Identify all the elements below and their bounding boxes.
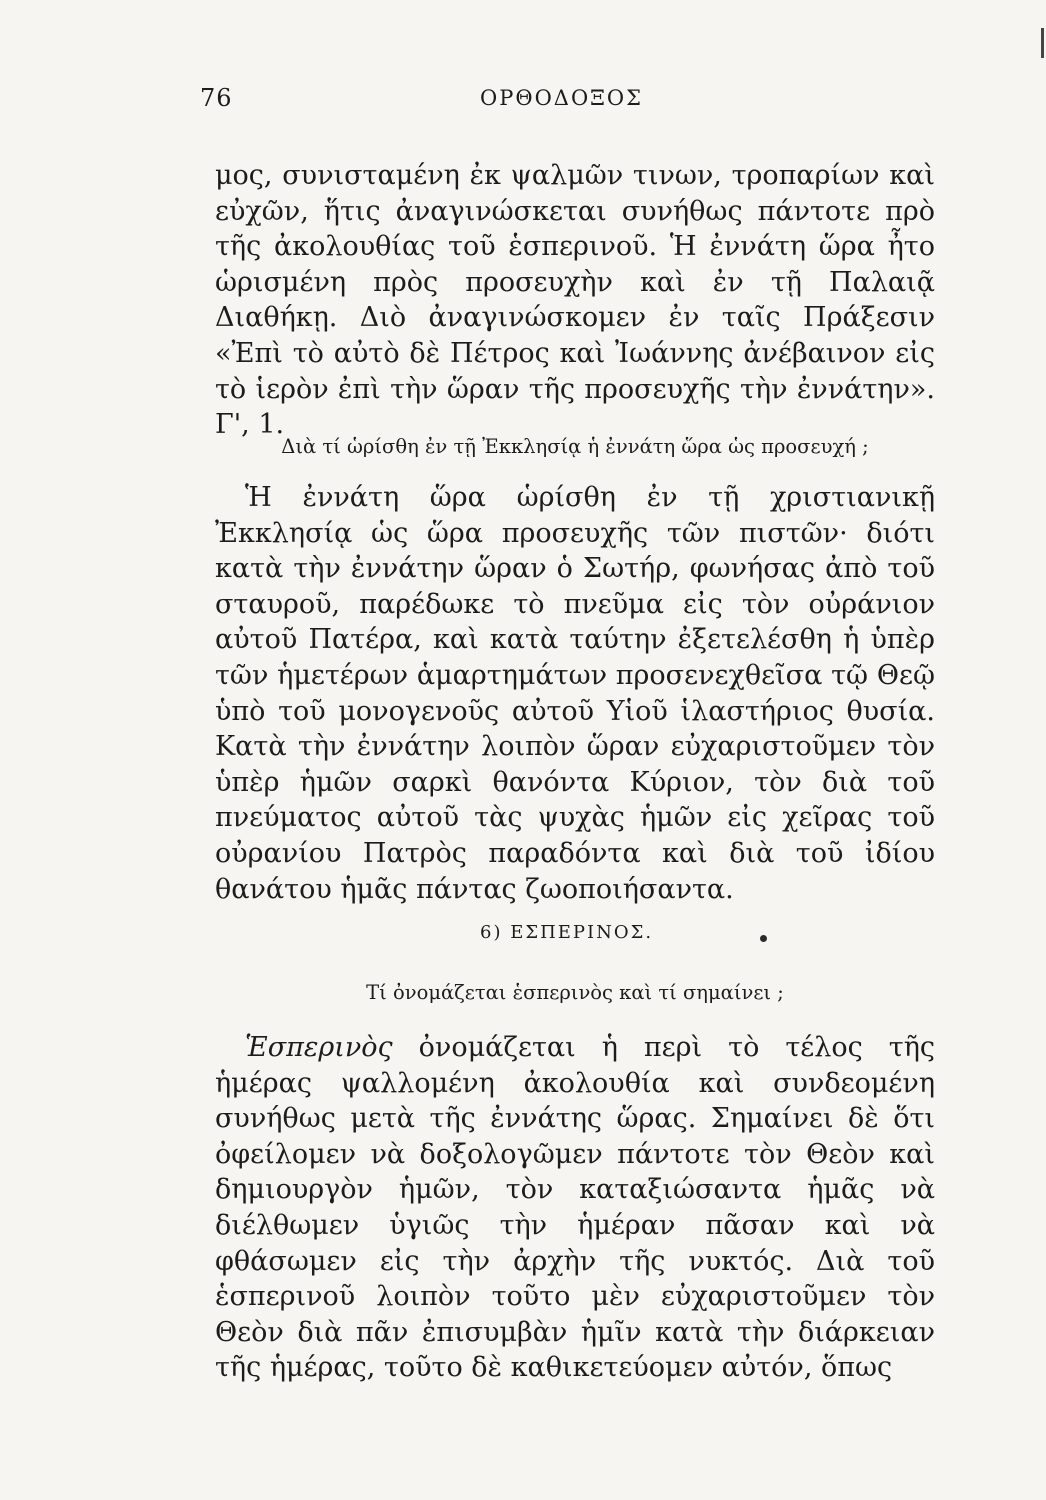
question-text: Διὰ τί ὡρίσθη ἐν τῇ Ἐκκλησίᾳ ἡ ἐννάτη ὥρα ὡς προσευχή ; xyxy=(281,435,869,458)
answer-text: ὀνομάζεται ἡ περὶ τὸ τέλος τῆς ἡμέρας ψαλλομένη ἀκολουθία καὶ συνδεομένη συνήθως μετὰ τῆς ἐννάτης ὥρας. Σημαίνει δὲ ὅτι ὀφείλομεν νὰ δοξολογῶμεν πάντοτε τὸν Θεὸν καὶ δημιουργὸν ἡμῶν, τὸν καταξιώσαντα ἡμᾶς νὰ διέλθωμεν ὑγιῶς τὴν ἡμέραν πᾶσαν καὶ νὰ φθάσωμεν εἰς τὴν ἀρχὴν τῆς νυκτός. Διὰ τοῦ ἑσπερινοῦ λοιπὸν τοῦτο μὲν εὐχαριστοῦμεν τὸν Θεὸν διὰ πᾶν ἐπισυμβὰν ἡμῖν κατὰ τὴν διάρκειαν τῆς ἡμέρας, τοῦτο δὲ καθικετεύομεν αὐτόν, ὅπως xyxy=(215,1032,935,1384)
question-vespers xyxy=(215,978,935,1008)
answer-text: Ἡ ἐννάτη ὥρα ὡρίσθη ἐν τῇ χριστιανικῇ Ἐκκλησίᾳ ὡς ὥρα προσευχῆς τῶν πιστῶν· διότι κατὰ τὴν ἐννάτην ὥραν ὁ Σωτήρ, φωνήσας ἀπὸ τοῦ σταυροῦ, παρέδωκε τὸ πνεῦμα εἰς τὸν οὐράνιον αὐτοῦ Πατέρα, καὶ κατὰ ταύτην ἐξετελέσθη ἡ ὑπὲρ τῶν ἡμετέρων ἁμαρτημάτων προσενεχθεῖσα τῷ Θεῷ ὑπὸ τοῦ μονογενοῦς αὐτοῦ Υἱοῦ ἱλαστήριος θυσία. Κατὰ τὴν ἐννάτην λοιπὸν ὥραν εὐχαριστοῦμεν τὸν ὑπὲρ ἡμῶν σαρκὶ θανόντα Κύριον, τὸν διὰ τοῦ πνεύματος αὐτοῦ τὰς ψυχὰς ἡμῶν εἰς χεῖρας τοῦ οὐρανίου Πατρὸς παραδόντα καὶ διὰ τοῦ ἰδίου θανάτου ἡμᾶς πάντας ζωοποιήσαντα. xyxy=(215,482,935,905)
scan-edge-mark xyxy=(1041,28,1044,58)
running-title: ΟΡΘΟΔΟΞΟΣ xyxy=(480,86,644,110)
question-text: Τί ὀνομάζεται ἑσπερινὸς καὶ τί σημαίνει ; xyxy=(366,981,784,1004)
paragraph-text: μος, συνισταμένη ἐκ ψαλμῶν τινων, τροπαρίων καὶ εὐχῶν, ἥτις ἀναγινώσκεται συνήθως πάντοτε πρὸ τῆς ἀκολουθίας τοῦ ἑσπερινοῦ. Ἡ ἐννάτη ὥρα ἦτο ὡρισμένη πρὸς προσευχὴν καὶ ἐν τῇ Παλαιᾷ Διαθήκῃ. Διὸ ἀναγινώσκομεν ἐν ταῖς Πράξεσιν «Ἐπὶ τὸ αὐτὸ δὲ Πέτρος καὶ Ἰωάννης ἀνέβαινον εἰς τὸ ἱερὸν ἐπὶ τὴν ὥραν τῆς προσευχῆς τὴν ἐννάτην». Γ', 1. xyxy=(215,160,935,441)
question-ninth-hour xyxy=(215,432,935,462)
section-heading: 6) ΕΣΠΕΡΙΝΟΣ. xyxy=(480,922,654,943)
answer-vespers xyxy=(215,1030,935,1386)
paragraph-continuation xyxy=(215,158,935,443)
answer-paragraph xyxy=(215,1030,935,1386)
bullet-dot xyxy=(760,935,767,942)
answer-ninth-hour xyxy=(215,480,935,907)
defined-term: Ἑσπερινὸς xyxy=(245,1032,393,1063)
page-number: 76 xyxy=(200,84,233,112)
answer-paragraph xyxy=(215,480,935,907)
